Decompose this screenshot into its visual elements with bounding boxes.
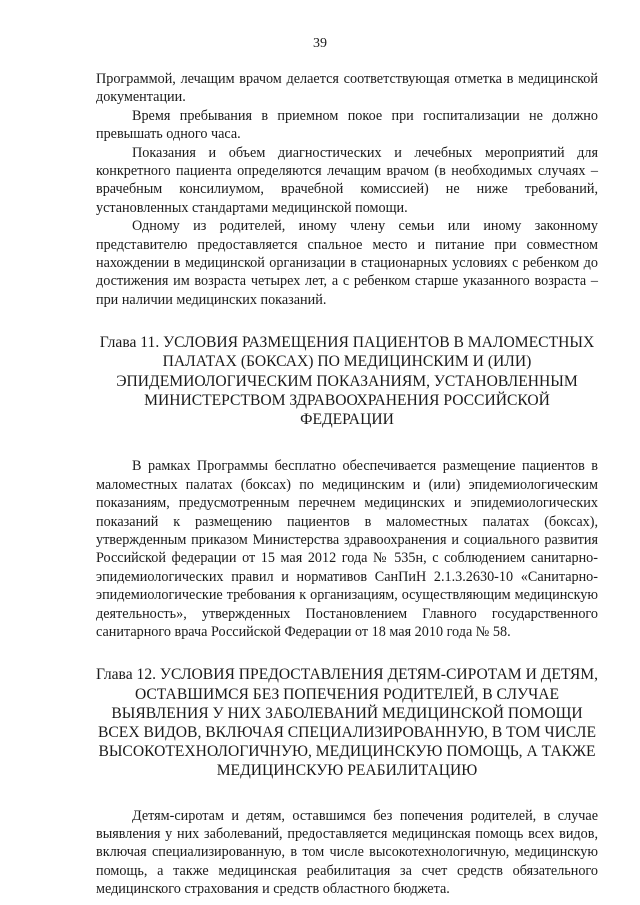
chapter-11-heading: Глава 11. УСЛОВИЯ РАЗМЕЩЕНИЯ ПАЦИЕНТОВ В МАЛОМЕСТНЫХ ПАЛАТАХ (БОКСАХ) ПО МЕДИЦИНСКИМ И (ИЛИ) ЭПИДЕМИОЛОГИЧЕСКИМ ПОКАЗАНИЯМ, УСТАНОВЛЕННЫМ МИНИСТЕРСТВОМ ЗДРАВООХРАНЕНИЯ РОССИЙСКОЙ ФЕДЕРАЦИИ bbox=[99, 334, 595, 429]
intro-paragraph-3: Показания и объем диагностических и лечебных мероприятий для конкретного пациента определяются лечащим врачом (в необходимых случаях – врачебным консилиумом, врачебной комиссией) не ниже требований, установленных стандартами медицинской помощи. bbox=[96, 144, 598, 216]
chapter-12-heading: Глава 12. УСЛОВИЯ ПРЕДОСТАВЛЕНИЯ ДЕТЯМ-СИРОТАМ И ДЕТЯМ, ОСТАВШИМСЯ БЕЗ ПОПЕЧЕНИЯ РОДИТЕЛЕЙ, В СЛУЧАЕ ВЫЯВЛЕНИЯ У НИХ ЗАБОЛЕВАНИЙ МЕДИЦИНСКОЙ ПОМОЩИ ВСЕХ ВИДОВ, ВКЛЮЧАЯ СПЕЦИАЛИЗИРОВАННУЮ, В ТОМ ЧИСЛЕ ВЫСОКОТЕХНОЛОГИЧНУЮ, МЕДИЦИНСКУЮ ПОМОЩЬ, А ТАКЖЕ МЕДИЦИНСКУЮ РЕАБИЛИТАЦИЮ bbox=[96, 666, 598, 780]
page-content bbox=[96, 70, 598, 899]
chapter-11-body: В рамках Программы бесплатно обеспечивается размещение пациентов в маломестных палатах (боксах) по медицинским и (или) эпидемиологическим показаниям, предусмотренным перечнем медицинских и эпидемиологических показаний к размещению пациентов в маломестных палатах (боксах), утвержденным приказом Министерства здравоохранения и социального развития Российской федерации от 15 мая 2012 года № 535н, с соблюдением санитарно-эпидемиологических правил и нормативов СанПиН 2.1.3.2630-10 «Санитарно-эпидемиологические требования к организациям, осуществляющим медицинскую деятельность», утвержденных Постановлением Главного государственного санитарного врача Российской Федерации от 18 мая 2010 года № 58. bbox=[96, 458, 598, 640]
intro-paragraph-1: Программой, лечащим врачом делается соответствующая отметка в медицинской документации. bbox=[96, 71, 598, 106]
intro-paragraph-4: Одному из родителей, иному члену семьи или иному законному представителю предоставляется спальное место и питание при совместном нахождении в медицинской организации в стационарных условиях с ребенком до достижения им возраста четырех лет, а с ребенком старше указанного возраста – при наличии медицинских показаний. bbox=[96, 218, 598, 308]
intro-paragraph-2: Время пребывания в приемном покое при госпитализации не должно превышать одного часа. bbox=[96, 107, 598, 143]
chapter-12-body: Детям-сиротам и детям, оставшимся без попечения родителей, в случае выявления у них заболеваний, предоставляется медицинская помощь всех видов, включая специализированную, в том числе высокотехнологичную, медицинскую помощь, а также медицинская реабилитация за счет средств обязательного медицинского страхования и средств областного бюджета. bbox=[96, 807, 598, 898]
page-number: 39 bbox=[313, 36, 327, 51]
